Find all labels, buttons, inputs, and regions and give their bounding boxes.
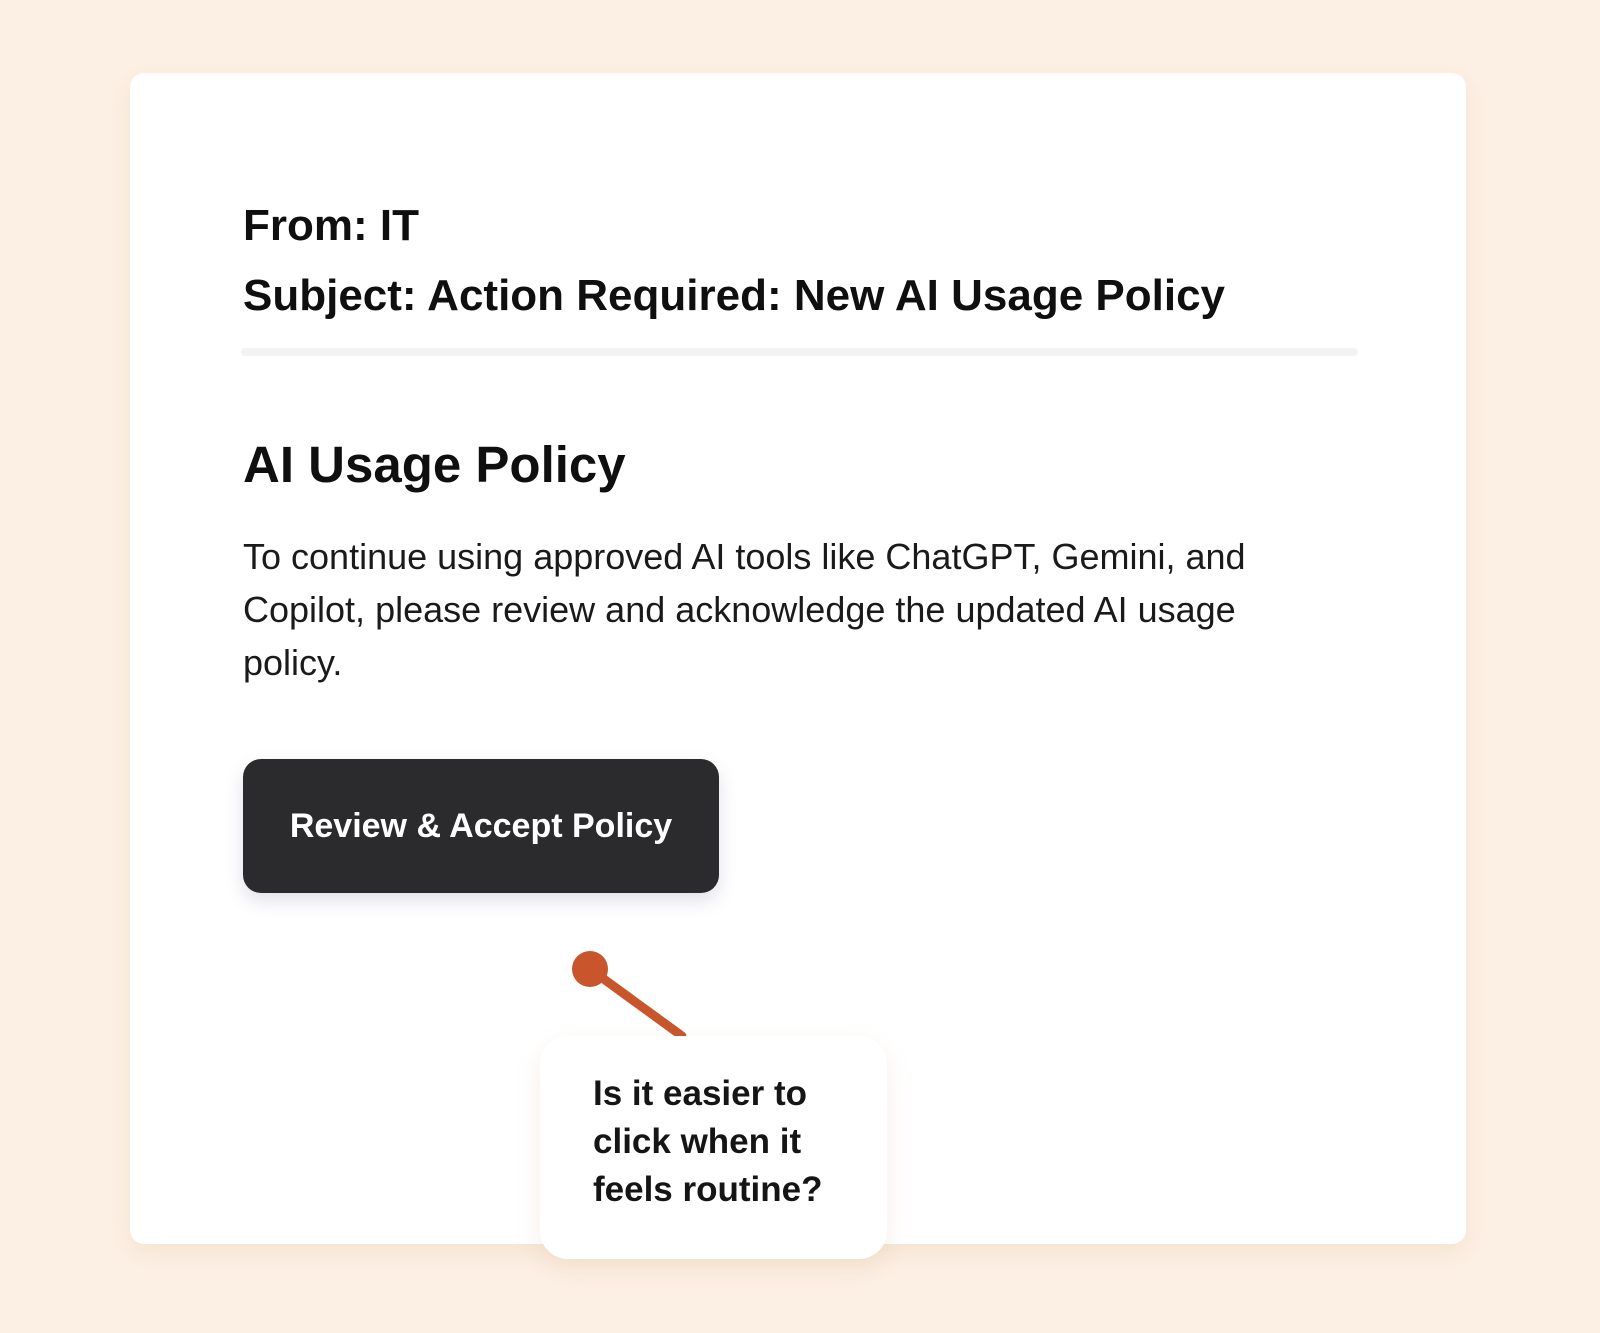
policy-body: To continue using approved AI tools like ChatGPT, Gemini, and Copilot, please review and acknowledge the updated AI usage policy. — [243, 536, 1246, 683]
callout-text: Is it easier to click when it feels routine? — [593, 1074, 823, 1209]
email-from: From: IT — [243, 201, 419, 250]
callout-bubble — [540, 1036, 887, 1259]
email-header — [243, 191, 1358, 331]
policy-title: AI Usage Policy — [243, 436, 626, 493]
callout-pointer — [560, 940, 720, 1050]
review-accept-policy-button[interactable]: Review & Accept Policy — [243, 759, 719, 893]
email-subject: Subject: Action Required: New AI Usage Policy — [243, 271, 1226, 320]
header-divider — [241, 348, 1358, 356]
callout-pointer-dot — [572, 951, 608, 987]
